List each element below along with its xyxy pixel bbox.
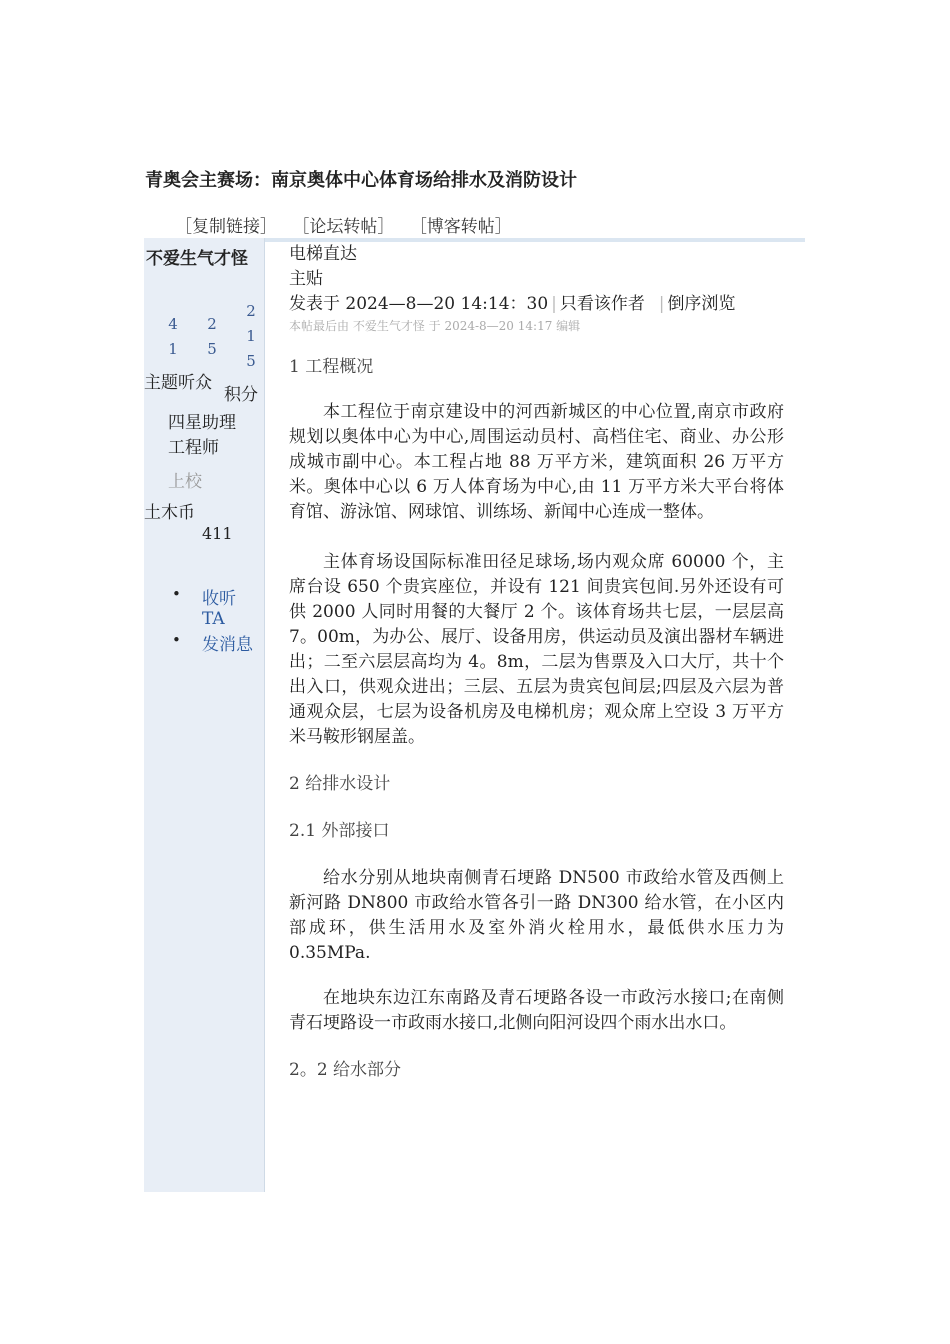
section-heading: 2 给排水设计 bbox=[289, 774, 391, 794]
send-message-button[interactable]: 发消息 bbox=[202, 635, 253, 655]
paragraph: 主体育场设国际标准田径足球场,场内观众席 60000 个，主席台设 650 个贵宾座位，并设有 121 间贵宾包间.另外还设有可供 2000 人同时用餐的大餐厅 2 个。该体育场共七层，一层层高 7。00m，为办公、展厅、设备用房，供运动员及演出器材车辆进出；二至六层层高均为 4。8m，二层为售票及入口大厅，共十个出入口，供观众进出；三层、五层为贵宾包间层;四层及六层为普通观众层，七层为设备机房及电梯机房；观众席上空设 3 万平方米马鞍形钢屋盖。 bbox=[289, 552, 784, 747]
coin-value: 411 bbox=[202, 524, 233, 543]
paragraph: 给水分别从地块南侧青石埂路 DN500 市政给水管及西侧上新河路 DN800 市政给水管各引一路 DN300 给水管，在小区内部成环，供生活用水及室外消火栓用水，最低供水压力为 0.35MPa. bbox=[289, 868, 784, 963]
author-username[interactable]: 不爱生气才怪 bbox=[146, 249, 248, 269]
bullet-icon: • bbox=[172, 631, 181, 649]
floor-label: 主贴 bbox=[289, 269, 323, 289]
paragraph: 在地块东边江东南路及青石埂路各设一市政污水接口;在南侧青石埂路设一市政雨水接口,北侧向阳河设四个雨水出水口。 bbox=[289, 988, 784, 1033]
stat-points: 2 1 5 bbox=[246, 302, 256, 370]
page-title: 青奥会主赛场：南京奥体中心体育场给排水及消防设计 bbox=[145, 170, 577, 191]
user-rank: 四星助理 工程师 bbox=[168, 413, 236, 458]
points-label: 积分 bbox=[224, 385, 258, 405]
section-heading: 1 工程概况 bbox=[289, 357, 374, 377]
forum-repost-button[interactable]: ［论坛转帖］ bbox=[292, 217, 395, 237]
stat-topics: 4 1 bbox=[168, 315, 178, 358]
blog-repost-button[interactable]: ［博客转帖］ bbox=[409, 217, 512, 237]
post-time: 发表于 2024—8—20 14:14：30 bbox=[289, 294, 549, 314]
coin-label: 土木币 bbox=[144, 503, 195, 523]
edit-notice: 本帖最后由 不爱生气才怪 于 2024-8—20 14:17 编辑 bbox=[289, 319, 581, 333]
author-sidebar bbox=[144, 238, 265, 1192]
topics-listeners-label: 主题听众 bbox=[144, 373, 212, 393]
share-links bbox=[175, 212, 522, 237]
user-title: 上校 bbox=[168, 472, 202, 492]
paragraph: 本工程位于南京建设中的河西新城区的中心位置,南京市政府规划以奥体中心为中心,周围运动员村、高档住宅、商业、办公形成城市副中心。本工程占地 88 万平方米，建筑面积 26 万平方米。奥体中心以 6 万人体育场为中心,由 11 万平方米大平台将体育馆、游泳馆、网球馆、训练场、新闻中心连成一整体。 bbox=[289, 402, 784, 522]
divider: | bbox=[551, 294, 557, 314]
bullet-icon: • bbox=[172, 585, 181, 603]
subsection-heading: 2。2 给水部分 bbox=[289, 1060, 402, 1080]
copy-link-button[interactable]: ［复制链接］ bbox=[175, 217, 277, 237]
post-meta bbox=[289, 292, 784, 317]
only-author-link[interactable]: 只看该作者 bbox=[559, 294, 645, 314]
follow-button[interactable]: 收听 TA bbox=[202, 589, 236, 629]
post-content bbox=[289, 242, 784, 1083]
reverse-order-link[interactable]: 倒序浏览 bbox=[667, 294, 736, 314]
subsection-heading: 2.1 外部接口 bbox=[289, 821, 390, 841]
divider: | bbox=[647, 294, 665, 314]
stat-listeners: 2 5 bbox=[207, 315, 217, 358]
elevator-link[interactable]: 电梯直达 bbox=[289, 244, 357, 264]
